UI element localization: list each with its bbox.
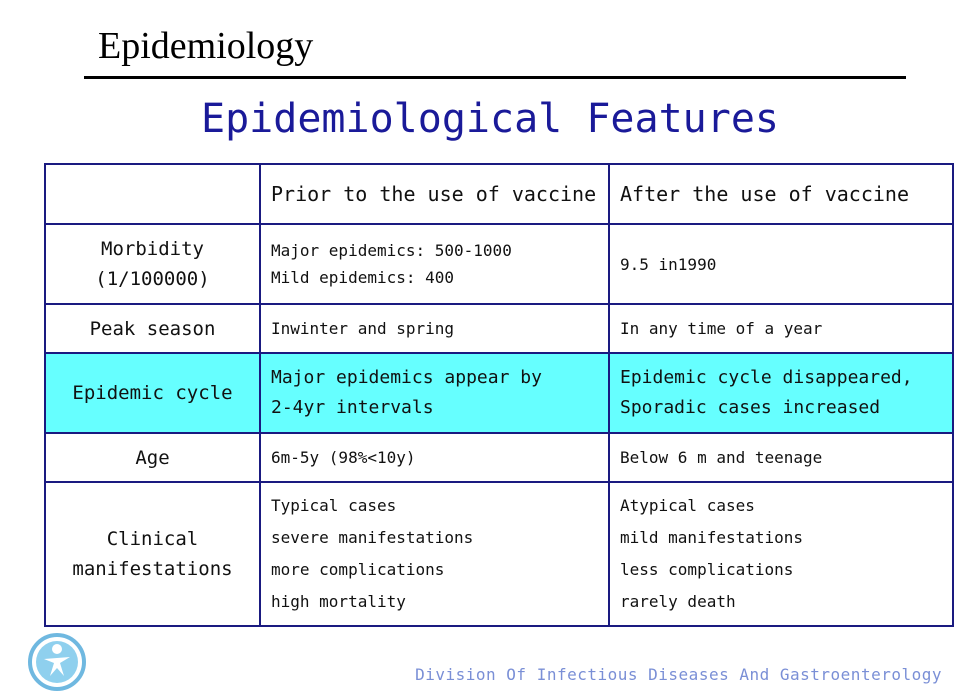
cell-line: more complications — [271, 560, 445, 579]
row-label — [45, 482, 260, 626]
table-row — [45, 304, 953, 353]
hospital-logo-icon — [24, 632, 90, 692]
cell-line: severe manifestations — [271, 528, 474, 547]
section-title: Epidemiology — [98, 25, 314, 67]
cell-line: Typical cases — [271, 496, 397, 515]
cell-line: 9.5 in1990 — [620, 254, 717, 274]
features-table — [44, 163, 954, 627]
cell-line: Atypical cases — [620, 496, 755, 515]
column-header-after: After the use of vaccine — [609, 164, 953, 224]
column-header-prior: Prior to the use of vaccine — [260, 164, 609, 224]
prior-cell — [260, 353, 609, 433]
row-label: Peak season — [45, 304, 260, 353]
row-label: Epidemic cycle — [45, 353, 260, 433]
column-header-blank — [45, 164, 260, 224]
title-divider — [84, 76, 906, 79]
row-label: Age — [45, 433, 260, 482]
prior-cell — [260, 224, 609, 304]
cell-line: 6m-5y (98%<10y) — [271, 448, 416, 467]
after-cell — [609, 482, 953, 626]
cell-line: mild manifestations — [620, 528, 804, 547]
row-label — [45, 224, 260, 304]
table-row — [45, 482, 953, 626]
cell-line: high mortality — [271, 592, 406, 611]
row-label-text: Clinical manifestations — [72, 528, 233, 580]
prior-cell — [260, 482, 609, 626]
after-cell — [609, 433, 953, 482]
table-row — [45, 224, 953, 304]
after-cell — [609, 224, 953, 304]
cell-line: Major epidemics appear by — [271, 367, 542, 388]
prior-cell — [260, 433, 609, 482]
cell-line: rarely death — [620, 592, 736, 611]
prior-cell — [260, 304, 609, 353]
cell-line: less complications — [620, 560, 794, 579]
cell-line: Major epidemics: 500-1000 — [271, 241, 512, 260]
cell-line: In any time of a year — [620, 319, 823, 338]
cell-line: Inwinter and spring — [271, 319, 455, 338]
cell-line: Sporadic cases increased — [620, 397, 881, 418]
table-row — [45, 433, 953, 482]
row-label-text: Morbidity (1/100000) — [95, 238, 210, 290]
cell-line: Mild epidemics: 400 — [271, 268, 455, 287]
slide-title: Epidemiological Features — [201, 96, 779, 142]
footer-division-name: Division Of Infectious Diseases And Gastroenterology — [415, 665, 942, 684]
table-header-row — [45, 164, 953, 224]
cell-line: Below 6 m and teenage — [620, 448, 823, 467]
after-cell — [609, 304, 953, 353]
cell-line: 2-4yr intervals — [271, 397, 434, 418]
after-cell — [609, 353, 953, 433]
cell-line: Epidemic cycle disappeared, — [620, 367, 913, 388]
table-row-highlighted — [45, 353, 953, 433]
